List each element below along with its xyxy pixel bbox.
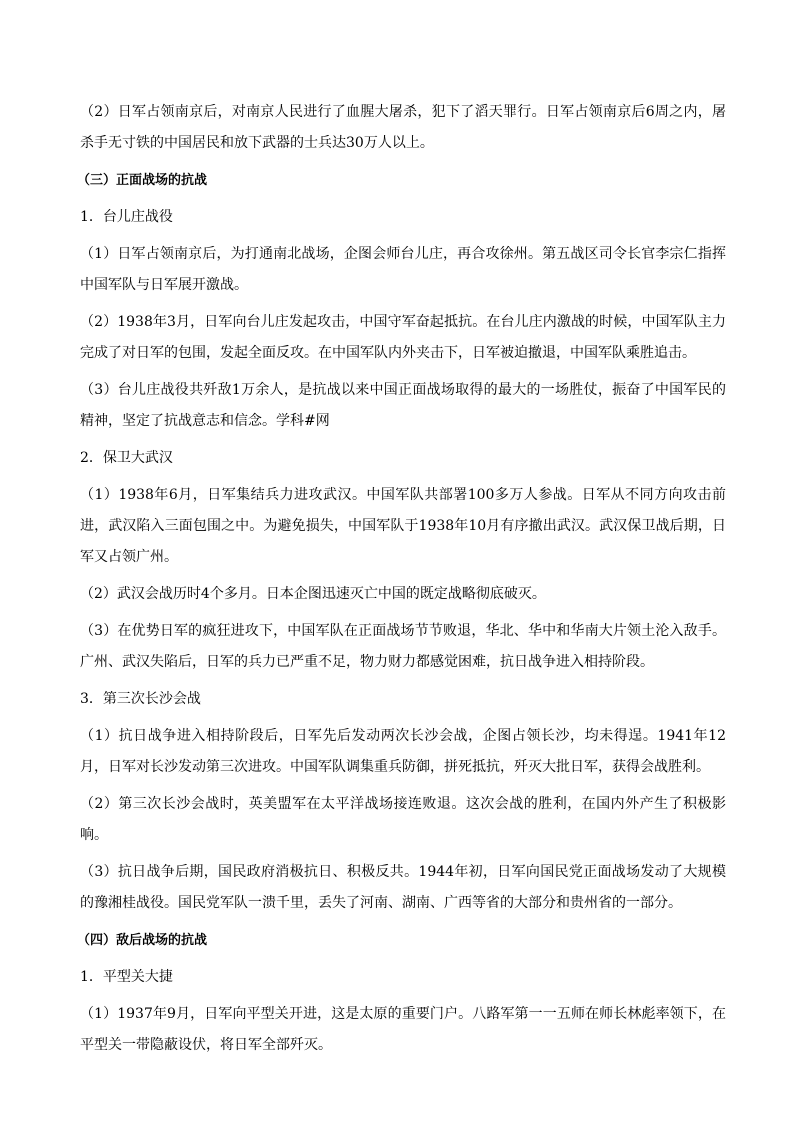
subheading-pingxingguan: 1．平型关大捷 — [80, 969, 173, 985]
document-page — [77, 97, 726, 1067]
paragraph-wuhan-3: （3）在优势日军的疯狂进攻下，中国军队在正面战场节节败退，华北、华中和华南大片领土沦入敌手。广州、武汉失陷后，日军的兵力已严重不足，物力财力都感觉困难，抗日战争进入相持阶段。 — [80, 623, 726, 670]
paragraph-nanjing-massacre: （2）日军占领南京后，对南京人民进行了血腥大屠杀，犯下了滔天罪行。日军占领南京后6周之内，屠杀手无寸铁的中国居民和放下武器的士兵达30万人以上。 — [80, 104, 726, 151]
paragraph-taierzhuang-2: （2）1938年3月，日军向台儿庄发起攻击，中国守军奋起抵抗。在台儿庄内激战的时候，中国军队主力完成了对日军的包围，发起全面反攻。在中国军队内外夹击下，日军被迫撤退，中国军队乘胜追击。 — [80, 314, 726, 361]
subheading-taierzhuang: 1．台儿庄战役 — [80, 209, 173, 225]
subheading-changsha: 3．第三次长沙会战 — [80, 691, 201, 707]
paragraph-wuhan-2: （2）武汉会战历时4个多月。日本企图迅速灭亡中国的既定战略彻底破灭。 — [80, 586, 546, 602]
section-heading-frontline: （三）正面战场的抗战 — [77, 173, 208, 188]
paragraph-changsha-2: （2）第三次长沙会战时，英美盟军在太平洋战场接连败退。这次会战的胜利，在国内外产生了积极影响。 — [80, 796, 726, 843]
paragraph-taierzhuang-1: （1）日军占领南京后，为打通南北战场，企图会师台儿庄，再合攻徐州。第五战区司令长官李宗仁指挥中国军队与日军展开激战。 — [80, 246, 726, 293]
paragraph-wuhan-1: （1）1938年6月，日军集结兵力进攻武汉。中国军队共部署100多万人参战。日军从不同方向攻击前进，武汉陷入三面包围之中。为避免损失，中国军队于1938年10月有序撤出武汉。武汉保卫战后期，日军又占领广州。 — [80, 487, 726, 565]
section-heading-rear: （四）敌后战场的抗战 — [77, 933, 208, 948]
subheading-wuhan: 2．保卫大武汉 — [80, 450, 173, 466]
paragraph-taierzhuang-3: （3）台儿庄战役共歼敌1万余人，是抗战以来中国正面战场取得的最大的一场胜仗，振奋了中国军民的精神，坚定了抗战意志和信念。学科#网 — [80, 382, 726, 429]
paragraph-changsha-3: （3）抗日战争后期，国民政府消极抗日、积极反共。1944年初，日军向国民党正面战场发动了大规模的豫湘桂战役。国民党军队一溃千里，丢失了河南、湖南、广西等省的大部分和贵州省的一部分。 — [80, 864, 726, 911]
paragraph-changsha-1: （1）抗日战争进入相持阶段后，日军先后发动两次长沙会战，企图占领长沙，均未得逞。1941年12月，日军对长沙发动第三次进攻。中国军队调集重兵防御，拼死抵抗，歼灭大批日军，获得会战胜利。 — [80, 728, 726, 775]
paragraph-pingxingguan-1: （1）1937年9月，日军向平型关开进，这是太原的重要门户。八路军第一一五师在师长林彪率领下，在平型关一带隐蔽设伏，将日军全部歼灭。 — [80, 1006, 726, 1053]
